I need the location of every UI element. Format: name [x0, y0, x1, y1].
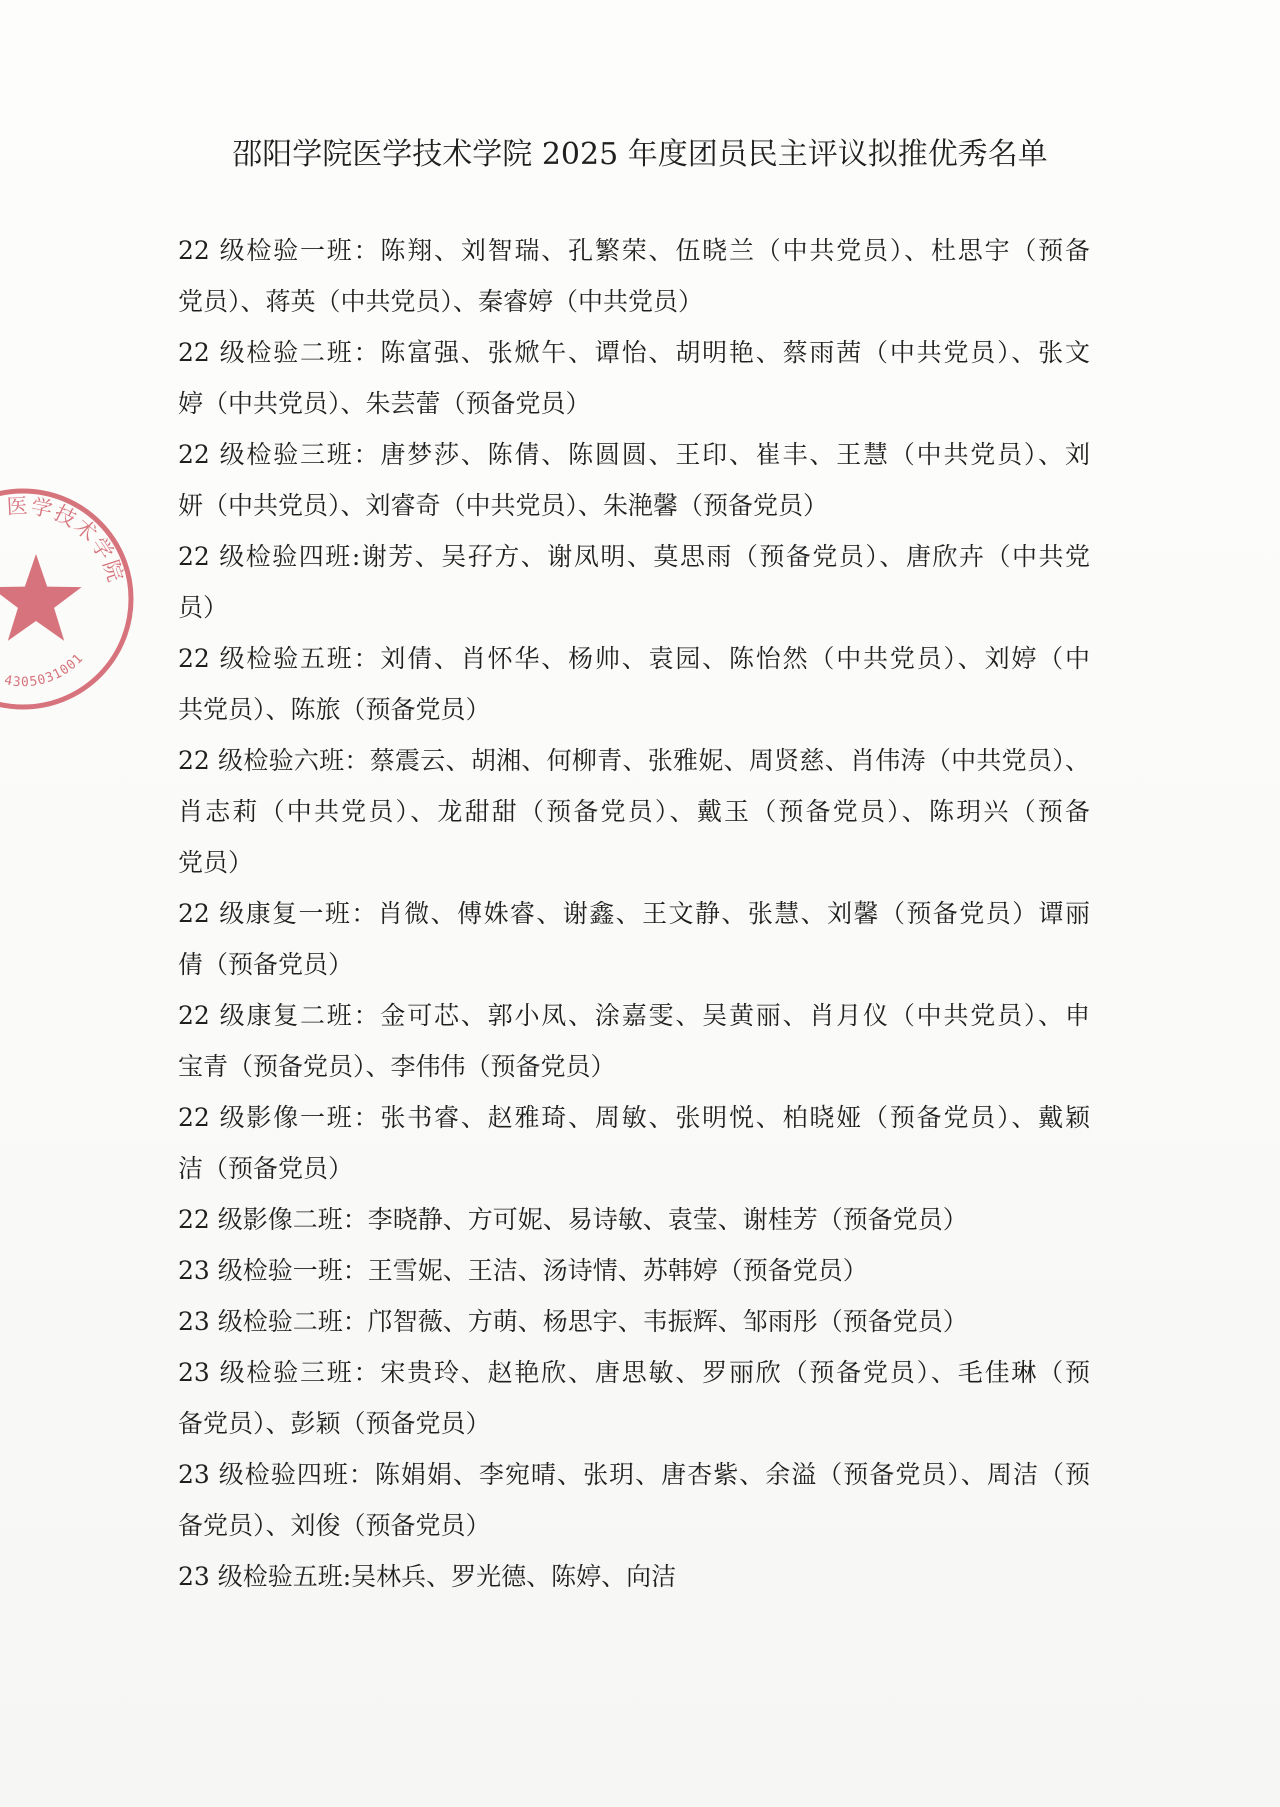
seal-number: 4305031001 — [3, 650, 87, 691]
class-entry — [178, 990, 1090, 1092]
class-entry — [178, 1245, 1090, 1296]
list-line: 22 级检验五班：刘倩、肖怀华、杨帅、袁园、陈怡然（中共党员）、刘婷（中 — [178, 644, 1090, 673]
class-entry — [178, 735, 1090, 888]
class-entry — [178, 327, 1090, 429]
list-line: 23 级检验五班:吴林兵、罗光德、陈婷、向洁 — [178, 1562, 677, 1591]
list-line: 22 级检验一班：陈翔、刘智瑞、孔繁荣、伍晓兰（中共党员）、杜思宇（预备 — [178, 236, 1090, 265]
class-entry — [178, 1194, 1090, 1245]
list-line: 员） — [178, 593, 229, 622]
document-title: 邵阳学院医学技术学院 2025 年度团员民主评议拟推优秀名单 — [232, 137, 1048, 172]
class-entry — [178, 531, 1090, 633]
list-line: 22 级影像一班：张书睿、赵雅琦、周敏、张明悦、柏晓娅（预备党员）、戴颖 — [178, 1103, 1090, 1132]
list-line: 22 级康复二班：金可芯、郭小凤、涂嘉雯、吴黄丽、肖月仪（中共党员）、申 — [178, 1001, 1090, 1030]
class-entry — [178, 1449, 1090, 1551]
list-line: 备党员）、彭颖（预备党员） — [178, 1409, 491, 1438]
list-line: 23 级检验三班：宋贵玲、赵艳欣、唐思敏、罗丽欣（预备党员）、毛佳琳（预 — [178, 1358, 1090, 1387]
list-line: 备党员）、刘俊（预备党员） — [178, 1511, 491, 1540]
class-entry — [178, 429, 1090, 531]
list-line: 22 级检验二班：陈富强、张焮午、谭怡、胡明艳、蔡雨茜（中共党员）、张文 — [178, 338, 1090, 367]
class-entry — [178, 225, 1090, 327]
list-line: 婷（中共党员）、朱芸蕾（预备党员） — [178, 389, 591, 418]
seal-text: 医学技术学院 — [6, 493, 129, 587]
nomination-list — [178, 225, 1090, 1602]
seal-graphic — [0, 484, 138, 714]
seal-star-icon — [0, 554, 82, 641]
list-line: 22 级检验四班:谢芳、吴孖方、谢凤明、莫思雨（预备党员）、唐欣卉（中共党 — [178, 542, 1090, 571]
list-line: 党员） — [178, 848, 254, 877]
class-entry — [178, 1296, 1090, 1347]
list-line: 22 级检验六班：蔡震云、胡湘、何柳青、张雅妮、周贤慈、肖伟涛（中共党员）、 — [178, 746, 1090, 775]
list-line: 23 级检验一班：王雪妮、王洁、汤诗情、苏韩婷（预备党员） — [178, 1256, 868, 1285]
list-line: 妍（中共党员）、刘睿奇（中共党员）、朱滟馨（预备党员） — [178, 491, 829, 520]
list-line: 22 级检验三班：唐梦莎、陈倩、陈圆圆、王印、崔丰、王慧（中共党员）、刘 — [178, 440, 1090, 469]
list-line: 23 级检验二班：邝智薇、方萌、杨思宇、韦振辉、邹雨彤（预备党员） — [178, 1307, 968, 1336]
list-line: 宝青（预备党员）、李伟伟（预备党员） — [178, 1052, 616, 1081]
list-line: 22 级影像二班：李晓静、方可妮、易诗敏、袁莹、谢桂芳（预备党员） — [178, 1205, 968, 1234]
class-entry — [178, 888, 1090, 990]
class-entry — [178, 1551, 1090, 1602]
list-line: 23 级检验四班：陈娟娟、李宛晴、张玥、唐杏紫、余溢（预备党员）、周洁（预 — [178, 1460, 1090, 1489]
list-line: 党员）、蒋英（中共党员）、秦睿婷（中共党员） — [178, 287, 704, 316]
list-line: 共党员）、陈旅（预备党员） — [178, 695, 491, 724]
class-entry — [178, 1092, 1090, 1194]
list-line: 22 级康复一班：肖微、傅姝睿、谢鑫、王文静、张慧、刘馨（预备党员）谭丽 — [178, 899, 1090, 928]
list-line: 肖志莉（中共党员）、龙甜甜（预备党员）、戴玉（预备党员）、陈玥兴（预备 — [178, 797, 1090, 826]
list-line: 倩（预备党员） — [178, 950, 354, 979]
class-entry — [178, 1347, 1090, 1449]
list-line: 洁（预备党员） — [178, 1154, 354, 1183]
official-seal — [0, 484, 138, 714]
class-entry — [178, 633, 1090, 735]
